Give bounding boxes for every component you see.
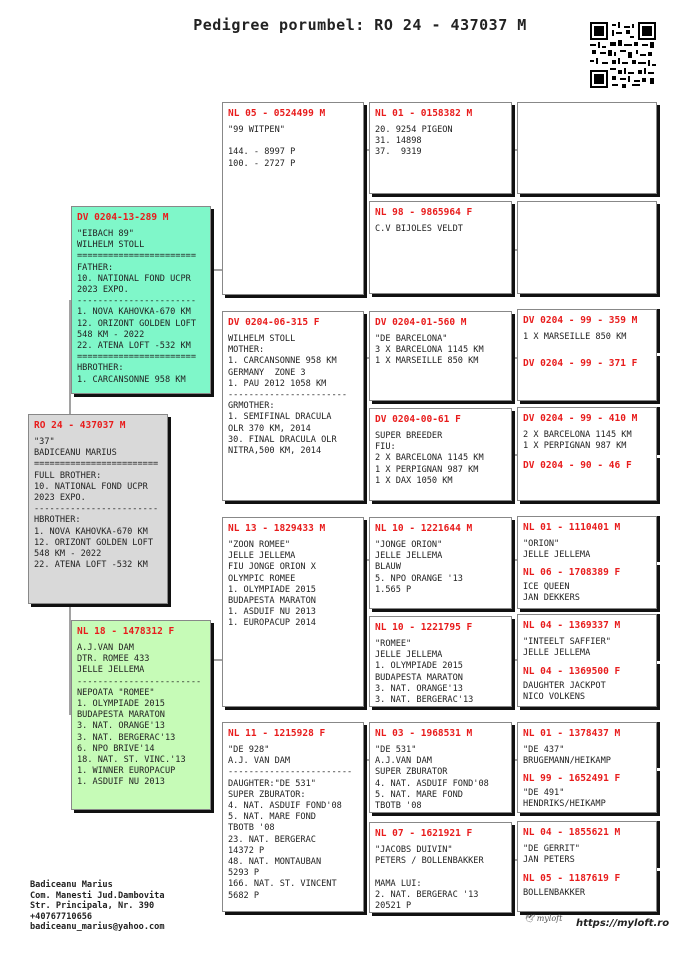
pedigree-card-ddss[interactable]	[517, 722, 657, 768]
ring-number: NL 04 - 1369337 M	[523, 620, 621, 631]
pedigree-card-dsds[interactable]	[517, 614, 657, 661]
ring-number: NL 07 - 1621921 F	[375, 828, 473, 839]
bird-details: "EIBACH 89" WILHELM STOLL ======================= FATHER: 10. NATIONAL FOND UCPR 2023 EXPO. ----------------------- 1. NOVA KAHOVKA-670 KM 12. ORIZONT GOLDEN LOFT 548 KM - 2022 22. ATENA LOFT -532 KM ======================= HBROTHER: 1. CARCANSONNE 958 KM	[77, 229, 196, 385]
ring-number: NL 10 - 1221795 F	[375, 622, 473, 633]
bird-details: WILHELM STOLL MOTHER: 1. CARCANSONNE 958 KM GERMANY ZONE 3 1. PAU 2012 1058 KM ----------------------- GRMOTHER: 1. SEMIFINAL DRACULA OLR 370 KM, 2014 30. FINAL DRACULA OLR NITRA,500 KM, 2014	[228, 334, 347, 457]
ring-number: NL 04 - 1369500 F	[523, 666, 621, 677]
myloft-logo: 🕊 myloft	[524, 914, 563, 923]
website-link[interactable]: https://myloft.ro	[576, 918, 670, 929]
ring-number: NL 11 - 1215928 F	[228, 728, 326, 739]
bird-details: C.V BIJOLES VELDT	[375, 224, 463, 234]
bird-details: "ZOON ROMEE" JELLE JELLEMA FIU JONGE ORION X OLYMPIC ROMEE 1. OLYMPIADE 2015 BUDAPESTA MARATON 1. ASDUIF NU 2013 1. EUROPACUP 2014	[228, 540, 316, 629]
pedigree-card-ssd[interactable]	[369, 201, 512, 294]
bird-details: "DE BARCELONA" 3 X BARCELONA 1145 KM 1 X MARSEILLE 850 KM	[375, 334, 484, 367]
bird-details: A.J.VAN DAM DTR. ROMEE 433 JELLE JELLEMA ------------------------ NEPOATA "ROMEE" 1. OLYMPIADE 2015 BUDAPESTA MARATON 3. NAT. ORANGE'13 3. NAT. BERGERAC'13 6. NPO BRIVE'14 18. NAT. ST. VINC.'13 1. WINNER EUROPACUP 1. ASDUIF NU 2013	[77, 643, 202, 788]
pedigree-card-sdds[interactable]	[517, 407, 657, 455]
ring-number: DV 0204 - 99 - 371 F	[523, 358, 638, 369]
bird-details: "DE 437" BRUGEMANN/HEIKAMP	[523, 745, 611, 767]
ring-number: NL 13 - 1829433 M	[228, 523, 326, 534]
bird-details: 1 X MARSEILLE 850 KM	[523, 332, 627, 342]
breeder-address-line-1: Com. Manesti Jud.Dambovita	[30, 890, 165, 901]
breeder-name: Badiceanu Marius	[30, 880, 113, 890]
pedigree-card-empty-1[interactable]	[517, 102, 657, 194]
ring-number: DV 0204 - 99 - 410 M	[523, 413, 638, 424]
pedigree-card-dam[interactable]	[71, 620, 211, 810]
bird-details: "DE 531" A.J.VAN DAM SUPER ZBURATOR 4. NAT. ASDUIF FOND'08 5. NAT. MARE FOND TBOTB '08	[375, 745, 489, 812]
bird-details: "INTEELT SAFFIER" JELLE JELLEMA	[523, 637, 611, 659]
bird-details: DAUGHTER JACKPOT NICO VOLKENS	[523, 681, 606, 703]
pedigree-card-ddd[interactable]	[369, 822, 512, 913]
pedigree-card-sdss[interactable]	[517, 309, 657, 353]
pedigree-card-sds[interactable]	[369, 311, 512, 401]
pedigree-card-dam-dam[interactable]	[222, 722, 364, 912]
ring-number: NL 04 - 1855621 M	[523, 827, 621, 838]
ring-number: NL 06 - 1708389 F	[523, 567, 621, 578]
pedigree-card-sire[interactable]	[71, 206, 211, 394]
ring-number: NL 05 - 1187619 F	[523, 873, 621, 884]
pedigree-card-dam-sire[interactable]	[222, 517, 364, 707]
pedigree-card-dsdd[interactable]	[517, 661, 657, 707]
pedigree-card-sire-sire[interactable]	[222, 102, 364, 295]
ring-number: NL 98 - 9865964 F	[375, 207, 473, 218]
ring-number: DV 0204-00-61 F	[375, 414, 461, 425]
ring-number: DV 0204-01-560 M	[375, 317, 467, 328]
bird-details: ICE QUEEN JAN DEKKERS	[523, 582, 580, 604]
bird-details: BOLLENBAKKER	[523, 888, 586, 898]
breeder-contact	[30, 880, 165, 933]
bird-details: "99 WITPEN" 144. - 8997 P 100. - 2727 P	[228, 125, 296, 169]
pedigree-card-dsss[interactable]	[517, 516, 657, 562]
ring-number: DV 0204 - 90 - 46 F	[523, 460, 632, 471]
breeder-address-line-2: Str. Principala, Nr. 390	[30, 901, 155, 912]
pedigree-card-sddd[interactable]	[517, 455, 657, 501]
pedigree-card-dssd[interactable]	[517, 562, 657, 609]
myloft-logo-text: myloft	[536, 914, 563, 923]
pedigree-card-sdsd[interactable]	[517, 353, 657, 401]
breeder-email[interactable]: badiceanu_marius@yahoo.com	[30, 922, 165, 933]
bird-details: "ROMEE" JELLE JELLEMA 1. OLYMPIADE 2015 BUDAPESTA MARATON 3. NAT. ORANGE'13 3. NAT. BERGERAC'13	[375, 639, 474, 706]
ring-number: RO 24 - 437037 M	[34, 420, 126, 431]
ring-number: NL 03 - 1968531 M	[375, 728, 473, 739]
ring-number: DV 0204-06-315 F	[228, 317, 320, 328]
ring-number: NL 18 - 1478312 F	[77, 626, 175, 637]
ring-number: NL 01 - 1378437 M	[523, 728, 621, 739]
pedigree-card-ddsd[interactable]	[517, 768, 657, 813]
ring-number: NL 01 - 1110401 M	[523, 522, 621, 533]
pedigree-card-empty-2[interactable]	[517, 201, 657, 294]
bird-details: 2 X BARCELONA 1145 KM 1 X PERPIGNAN 987 KM	[523, 430, 632, 452]
pedigree-card-dss[interactable]	[369, 517, 512, 609]
bird-details: "DE 928" A.J. VAN DAM ------------------------ DAUGHTER:"DE 531" SUPER ZBURATOR: 4. NAT. ASDUIF FOND'08 5. NAT. MARE FOND TBOTB '08 23. NAT. BERGERAC 14372 P 48. NAT. MONTAUBAN 5293 P 166. NAT. ST. VINCENT 5682 P	[228, 745, 353, 901]
ring-number: DV 0204-13-289 M	[77, 212, 169, 223]
bird-details: "DE GERRIT" JAN PETERS	[523, 844, 580, 866]
pedigree-card-dsd[interactable]	[369, 616, 512, 707]
ring-number: NL 10 - 1221644 M	[375, 523, 473, 534]
ring-number: NL 99 - 1652491 F	[523, 773, 621, 784]
pedigree-card-dds[interactable]	[369, 722, 512, 813]
ring-number: DV 0204 - 99 - 359 M	[523, 315, 638, 326]
bird-details: "JACOBS DUIVIN" PETERS / BOLLENBAKKER MAMA LUI: 2. NAT. BERGERAC '13 20521 P	[375, 845, 484, 912]
bird-details: 20. 9254 PIGEON 31. 14898 37. 9319	[375, 125, 453, 158]
bird-details: SUPER BREEDER FIU: 2 X BARCELONA 1145 KM 1 X PERPIGNAN 987 KM 1 X DAX 1050 KM	[375, 431, 484, 486]
breeder-phone: +40767710656	[30, 911, 93, 922]
bird-details: "37" BADICEANU MARIUS ======================== FULL BROTHER: 10. NATIONAL FOND UCPR 2023 EXPO. ------------------------ HBROTHER: 1. NOVA KAHOVKA-670 KM 12. ORIZONT GOLDEN LOFT 548 KM - 2022 22. ATENA LOFT -532 KM	[34, 437, 159, 571]
page-title: Pedigree porumbel: RO 24 - 437037 M	[193, 16, 527, 34]
ring-number: NL 01 - 0158382 M	[375, 108, 473, 119]
pedigree-card-sss[interactable]	[369, 102, 512, 194]
pedigree-card-sdd[interactable]	[369, 408, 512, 501]
pedigree-card-sire-dam[interactable]	[222, 311, 364, 501]
ring-number: NL 05 - 0524499 M	[228, 108, 326, 119]
bird-details: "JONGE ORION" JELLE JELLEMA BLAUW 5. NPO ORANGE '13 1.565 P	[375, 540, 463, 595]
pedigree-card-dddd[interactable]	[517, 868, 657, 912]
pedigree-card-subject[interactable]	[28, 414, 168, 604]
pedigree-card-ddds[interactable]	[517, 821, 657, 868]
bird-details: "ORION" JELLE JELLEMA	[523, 539, 591, 561]
bird-details: "DE 491" HENDRIKS/HEIKAMP	[523, 788, 606, 810]
